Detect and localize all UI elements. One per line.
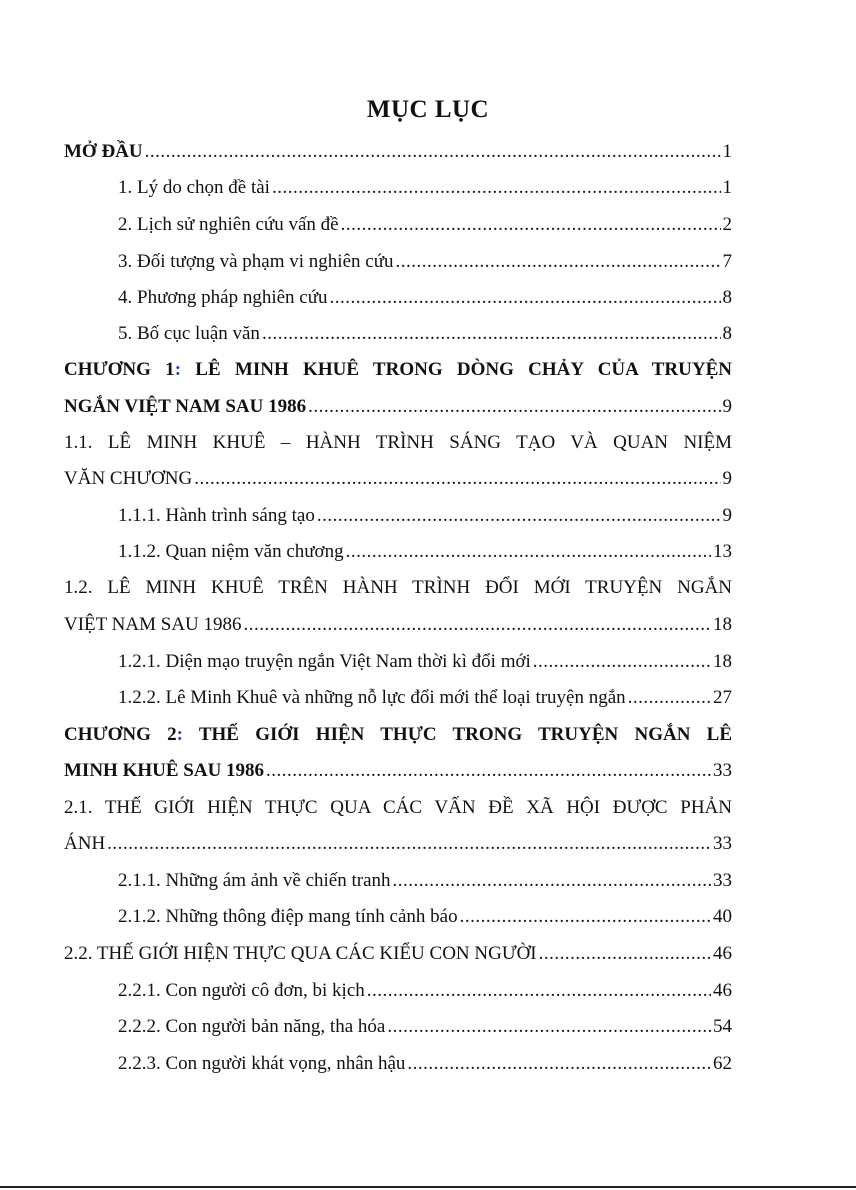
- toc-chapter-2-line1[interactable]: [64, 723, 732, 747]
- toc-entry[interactable]: [118, 322, 732, 346]
- toc-entry-text: MỞ ĐẦU: [64, 141, 143, 162]
- leader-dots: [266, 759, 711, 783]
- leader-dots: [387, 1015, 711, 1039]
- toc-entry[interactable]: [118, 905, 732, 929]
- chapter-title-part: THẾ GIỚI HIỆN THỰC TRONG TRUYỆN NGẮN LÊ: [182, 724, 732, 745]
- leader-dots: [533, 650, 711, 674]
- toc-entry-text: 2.2.2. Con người bản năng, tha hóa: [118, 1016, 386, 1037]
- toc-section-1-1-line1[interactable]: 1.1. LÊ MINH KHUÊ – HÀNH TRÌNH SÁNG TẠO VÀ QUAN NIỆM: [64, 432, 732, 453]
- toc-entry-text: 1.1.2. Quan niệm văn chương: [118, 541, 344, 562]
- toc-page-number: 1: [722, 141, 732, 162]
- toc-page-number: 33: [713, 870, 732, 891]
- toc-entry-text: VĂN CHƯƠNG: [64, 468, 193, 489]
- toc-entry[interactable]: [118, 1052, 732, 1076]
- leader-dots: [628, 686, 711, 710]
- leader-dots: [145, 140, 721, 164]
- toc-entry-text: 1. Lý do chọn đề tài: [118, 177, 270, 198]
- toc-section-1-1-line2[interactable]: [64, 467, 732, 491]
- chapter-label: CHƯƠNG 2: [64, 724, 177, 745]
- toc-page-number: 2: [722, 214, 732, 235]
- toc-page-number: 18: [713, 651, 732, 672]
- toc-entry[interactable]: [118, 213, 732, 237]
- page-bottom-edge: [0, 1186, 856, 1188]
- toc-section-2-1-line2[interactable]: [64, 832, 732, 856]
- toc-page-number: 18: [713, 614, 732, 635]
- leader-dots: [341, 213, 721, 237]
- toc-page-number: 33: [713, 833, 732, 854]
- toc-entry-text: 2.2.1. Con người cô đơn, bi kịch: [118, 980, 365, 1001]
- toc-entry[interactable]: [118, 1015, 732, 1039]
- leader-dots: [194, 467, 720, 491]
- toc-entry-text: 5. Bố cục luận văn: [118, 323, 260, 344]
- toc-page-number: 9: [722, 396, 732, 417]
- toc-page-number: 7: [722, 251, 732, 272]
- toc-entry[interactable]: [118, 250, 732, 274]
- toc-entry[interactable]: [118, 540, 732, 564]
- toc-entry-text: 2.1.2. Những thông điệp mang tính cảnh báo: [118, 906, 458, 927]
- leader-dots: [393, 869, 711, 893]
- toc-chapter-1-line1[interactable]: [64, 358, 732, 382]
- toc-entry[interactable]: [118, 176, 732, 200]
- page-title: MỤC LỤC: [366, 96, 490, 123]
- toc-page-number: 8: [722, 323, 732, 344]
- toc-entry-text: 1.2.2. Lê Minh Khuê và những nỗ lực đổi mới thể loại truyện ngắn: [118, 687, 626, 708]
- chapter-colon: :: [174, 359, 182, 380]
- toc-chapter-2-line2[interactable]: [64, 759, 732, 783]
- toc-entry[interactable]: [118, 686, 732, 710]
- toc-entry-text: 2. Lịch sử nghiên cứu vấn đề: [118, 214, 339, 235]
- toc-entry-text: VIỆT NAM SAU 1986: [64, 614, 242, 635]
- chapter-colon: :: [176, 724, 183, 745]
- toc-entry-text: 4. Phương pháp nghiên cứu: [118, 287, 328, 308]
- toc-page-number: 27: [713, 687, 732, 708]
- toc-entry-text: MINH KHUÊ SAU 1986: [64, 760, 265, 781]
- toc-entry[interactable]: [118, 286, 732, 310]
- toc-entry-text: 2.2.3. Con người khát vọng, nhân hậu: [118, 1053, 406, 1074]
- toc-chapter-1-line2[interactable]: [64, 395, 732, 419]
- leader-dots: [330, 286, 721, 310]
- toc-entry-text: 2.2. THẾ GIỚI HIỆN THỰC QUA CÁC KIỂU CON NGƯỜI: [64, 943, 537, 964]
- leader-dots: [107, 832, 711, 856]
- toc-page-number: 13: [713, 541, 732, 562]
- leader-dots: [308, 395, 720, 419]
- toc-section-2-1-line1[interactable]: 2.1. THẾ GIỚI HIỆN THỰC QUA CÁC VẤN ĐỀ XÃ HỘI ĐƯỢC PHẢN: [64, 797, 732, 818]
- toc-entry[interactable]: [118, 869, 732, 893]
- toc-entry-text: ÁNH: [64, 833, 106, 854]
- chapter-title-part: LÊ MINH KHUÊ TRONG DÒNG CHẢY CỦA TRUYỆN: [181, 359, 732, 380]
- toc-entry[interactable]: [118, 650, 732, 674]
- toc-entry-text: 2.1.1. Những ám ảnh về chiến tranh: [118, 870, 391, 891]
- toc-page-number: 33: [713, 760, 732, 781]
- toc-page-number: 9: [722, 505, 732, 526]
- leader-dots: [262, 322, 721, 346]
- toc-page-number: 9: [722, 468, 732, 489]
- toc-entry[interactable]: [118, 504, 732, 528]
- toc-entry[interactable]: [118, 979, 732, 1003]
- leader-dots: [244, 613, 711, 637]
- toc-entry-text: 1.1.1. Hành trình sáng tạo: [118, 505, 315, 526]
- toc-page-number: 54: [713, 1016, 732, 1037]
- toc-page-number: 62: [713, 1053, 732, 1074]
- leader-dots: [539, 942, 711, 966]
- toc-page-number: 1: [722, 177, 732, 198]
- leader-dots: [367, 979, 711, 1003]
- toc-section-2-2[interactable]: [64, 942, 732, 966]
- leader-dots: [460, 905, 711, 929]
- leader-dots: [396, 250, 721, 274]
- toc-page-number: 8: [722, 287, 732, 308]
- leader-dots: [407, 1052, 711, 1076]
- toc-page-number: 40: [713, 906, 732, 927]
- leader-dots: [272, 176, 721, 200]
- leader-dots: [346, 540, 711, 564]
- leader-dots: [317, 504, 721, 528]
- toc-entry-text: 1.2.1. Diện mạo truyện ngắn Việt Nam thời kì đổi mới: [118, 651, 531, 672]
- toc-entry-text: NGẮN VIỆT NAM SAU 1986: [64, 396, 307, 417]
- toc-section-1-2-line2[interactable]: [64, 613, 732, 637]
- toc-page-number: 46: [713, 943, 732, 964]
- toc-entry-mo-dau[interactable]: [64, 140, 732, 164]
- chapter-label: CHƯƠNG 1: [64, 359, 175, 380]
- toc-section-1-2-line1[interactable]: 1.2. LÊ MINH KHUÊ TRÊN HÀNH TRÌNH ĐỔI MỚI TRUYỆN NGẮN: [64, 577, 732, 598]
- toc-entry-text: 3. Đối tượng và phạm vi nghiên cứu: [118, 251, 394, 272]
- toc-page-number: 46: [713, 980, 732, 1001]
